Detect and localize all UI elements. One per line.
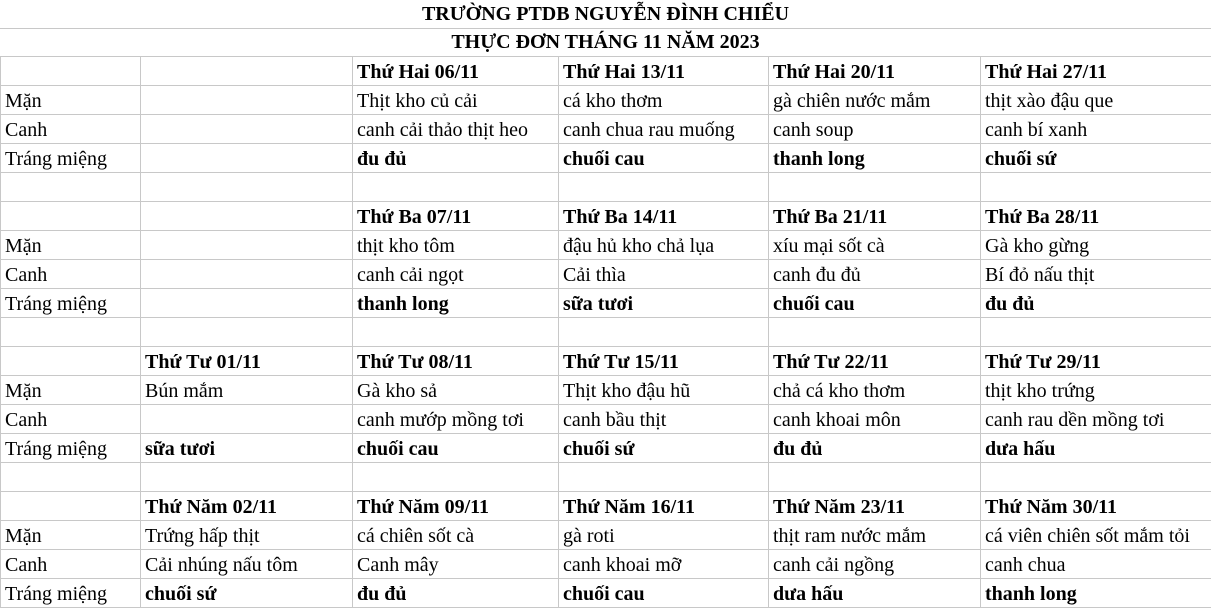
dish-cell[interactable]: canh bầu thịt xyxy=(559,405,769,434)
dish-cell[interactable]: chuối sứ xyxy=(141,579,353,608)
empty-cell[interactable] xyxy=(141,173,353,202)
dish-cell[interactable]: Cải nhúng nấu tôm xyxy=(141,550,353,579)
empty-cell[interactable] xyxy=(141,318,353,347)
empty-cell[interactable] xyxy=(1,318,141,347)
empty-cell[interactable] xyxy=(981,173,1211,202)
day-header-cell[interactable]: Thứ Năm 30/11 xyxy=(981,492,1211,521)
dish-cell[interactable]: Trứng hấp thịt xyxy=(141,521,353,550)
dish-cell[interactable]: thanh long xyxy=(353,289,559,318)
empty-cell[interactable] xyxy=(769,463,981,492)
dish-cell[interactable]: Thịt kho đậu hũ xyxy=(559,376,769,405)
dish-cell[interactable]: canh mướp mồng tơi xyxy=(353,405,559,434)
dish-cell[interactable]: đu đủ xyxy=(353,579,559,608)
day-header-cell[interactable] xyxy=(141,202,353,231)
day-header-cell[interactable]: Thứ Tư 15/11 xyxy=(559,347,769,376)
dish-cell[interactable]: sữa tươi xyxy=(141,434,353,463)
dish-cell[interactable]: chuối cau xyxy=(559,144,769,173)
row-label-cell[interactable]: Tráng miệng xyxy=(1,144,141,173)
trang-mieng-row xyxy=(1,289,1211,318)
dish-cell[interactable]: Thịt kho củ cải xyxy=(353,86,559,115)
day-header-row xyxy=(1,492,1211,521)
man-row xyxy=(1,521,1211,550)
dish-cell[interactable]: thịt kho trứng xyxy=(981,376,1211,405)
school-title: TRƯỜNG PTDB NGUYỄN ĐÌNH CHIỂU xyxy=(421,3,790,25)
trang-mieng-row xyxy=(1,144,1211,173)
day-header-cell[interactable]: Thứ Năm 02/11 xyxy=(141,492,353,521)
empty-cell[interactable] xyxy=(1,463,141,492)
trang-mieng-row xyxy=(1,579,1211,608)
dish-cell[interactable] xyxy=(141,289,353,318)
day-header-cell[interactable]: Thứ Ba 21/11 xyxy=(769,202,981,231)
dish-cell[interactable]: xíu mại sốt cà xyxy=(769,231,981,260)
empty-cell[interactable] xyxy=(353,463,559,492)
dish-cell[interactable]: đậu hủ kho chả lụa xyxy=(559,231,769,260)
dish-cell[interactable]: canh đu đủ xyxy=(769,260,981,289)
day-header-cell[interactable]: Thứ Hai 20/11 xyxy=(769,57,981,86)
empty-cell[interactable] xyxy=(559,173,769,202)
day-header-row xyxy=(1,202,1211,231)
dish-cell[interactable]: đu đủ xyxy=(353,144,559,173)
day-header-cell[interactable]: Thứ Tư 01/11 xyxy=(141,347,353,376)
dish-cell[interactable]: dưa hấu xyxy=(981,434,1211,463)
man-row xyxy=(1,231,1211,260)
day-header-cell[interactable]: Thứ Năm 09/11 xyxy=(353,492,559,521)
dish-cell[interactable]: canh bí xanh xyxy=(981,115,1211,144)
canh-row xyxy=(1,260,1211,289)
dish-cell[interactable]: canh khoai mỡ xyxy=(559,550,769,579)
dish-cell[interactable]: canh soup xyxy=(769,115,981,144)
row-label-cell[interactable]: Mặn xyxy=(1,521,141,550)
dish-cell[interactable]: Gà kho sả xyxy=(353,376,559,405)
dish-cell[interactable]: gà roti xyxy=(559,521,769,550)
dish-cell[interactable]: Bún mắm xyxy=(141,376,353,405)
dish-cell[interactable]: canh cải ngọt xyxy=(353,260,559,289)
day-header-row xyxy=(1,347,1211,376)
day-header-cell[interactable]: Thứ Tư 22/11 xyxy=(769,347,981,376)
dish-cell[interactable]: đu đủ xyxy=(769,434,981,463)
row-label-cell[interactable]: Mặn xyxy=(1,86,141,115)
row-label-cell[interactable]: Mặn xyxy=(1,231,141,260)
day-header-cell[interactable]: Thứ Ba 28/11 xyxy=(981,202,1211,231)
dish-cell[interactable]: thịt xào đậu que xyxy=(981,86,1211,115)
dish-cell[interactable]: chuối cau xyxy=(353,434,559,463)
row-label-cell[interactable]: Mặn xyxy=(1,376,141,405)
canh-row xyxy=(1,550,1211,579)
dish-cell[interactable] xyxy=(141,115,353,144)
dish-cell[interactable]: chuối cau xyxy=(769,289,981,318)
trang-mieng-row xyxy=(1,434,1211,463)
dish-cell[interactable]: Gà kho gừng xyxy=(981,231,1211,260)
day-header-cell[interactable]: Thứ Tư 08/11 xyxy=(353,347,559,376)
row-label-cell[interactable]: Canh xyxy=(1,550,141,579)
row-label-cell[interactable]: Canh xyxy=(1,115,141,144)
dish-cell[interactable]: chả cá kho thơm xyxy=(769,376,981,405)
day-header-cell[interactable]: Thứ Ba 14/11 xyxy=(559,202,769,231)
dish-cell[interactable] xyxy=(141,144,353,173)
dish-cell[interactable]: canh cải ngồng xyxy=(769,550,981,579)
day-header-cell[interactable]: Thứ Năm 16/11 xyxy=(559,492,769,521)
row-label-cell[interactable]: Tráng miệng xyxy=(1,579,141,608)
dish-cell[interactable]: canh cải thảo thịt heo xyxy=(353,115,559,144)
spacer-row xyxy=(1,173,1211,202)
dish-cell[interactable] xyxy=(141,231,353,260)
dish-cell[interactable]: thanh long xyxy=(769,144,981,173)
empty-cell[interactable] xyxy=(353,318,559,347)
dish-cell[interactable]: chuối sứ xyxy=(981,144,1211,173)
spacer-row xyxy=(1,463,1211,492)
empty-cell[interactable] xyxy=(769,318,981,347)
dish-cell[interactable]: canh chua rau muống xyxy=(559,115,769,144)
dish-cell[interactable]: thịt kho tôm xyxy=(353,231,559,260)
menu-table xyxy=(0,56,1211,608)
day-header-row xyxy=(1,57,1211,86)
menu-title: THỰC ĐƠN THÁNG 11 NĂM 2023 xyxy=(451,31,760,53)
man-row xyxy=(1,86,1211,115)
dish-cell[interactable]: Cải thìa xyxy=(559,260,769,289)
empty-cell[interactable] xyxy=(1,173,141,202)
dish-cell[interactable]: Canh mây xyxy=(353,550,559,579)
dish-cell[interactable]: chuối cau xyxy=(559,579,769,608)
canh-row xyxy=(1,115,1211,144)
dish-cell[interactable]: cá kho thơm xyxy=(559,86,769,115)
empty-cell[interactable] xyxy=(981,463,1211,492)
empty-cell[interactable] xyxy=(1,347,141,376)
dish-cell[interactable]: dưa hấu xyxy=(769,579,981,608)
row-label-cell[interactable]: Tráng miệng xyxy=(1,289,141,318)
empty-cell[interactable] xyxy=(141,463,353,492)
empty-cell[interactable] xyxy=(559,463,769,492)
empty-cell[interactable] xyxy=(1,202,141,231)
dish-cell[interactable] xyxy=(141,86,353,115)
empty-cell[interactable] xyxy=(769,173,981,202)
dish-cell[interactable]: cá viên chiên sốt mắm tỏi xyxy=(981,521,1211,550)
dish-cell[interactable]: canh rau dền mồng tơi xyxy=(981,405,1211,434)
row-label-cell[interactable]: Canh xyxy=(1,260,141,289)
dish-cell[interactable]: chuối sứ xyxy=(559,434,769,463)
day-header-cell[interactable]: Thứ Năm 23/11 xyxy=(769,492,981,521)
dish-cell[interactable]: canh khoai môn xyxy=(769,405,981,434)
day-header-cell[interactable]: Thứ Ba 07/11 xyxy=(353,202,559,231)
day-header-cell[interactable]: Thứ Hai 13/11 xyxy=(559,57,769,86)
empty-cell[interactable] xyxy=(1,57,141,86)
dish-cell[interactable]: Bí đỏ nấu thịt xyxy=(981,260,1211,289)
empty-cell[interactable] xyxy=(981,318,1211,347)
day-header-cell[interactable]: Thứ Tư 29/11 xyxy=(981,347,1211,376)
dish-cell[interactable]: canh chua xyxy=(981,550,1211,579)
row-label-cell[interactable]: Canh xyxy=(1,405,141,434)
dish-cell[interactable] xyxy=(141,405,353,434)
dish-cell[interactable]: thịt ram nước mắm xyxy=(769,521,981,550)
dish-cell[interactable]: đu đủ xyxy=(981,289,1211,318)
day-header-cell[interactable] xyxy=(141,57,353,86)
man-row xyxy=(1,376,1211,405)
empty-cell[interactable] xyxy=(559,318,769,347)
empty-cell[interactable] xyxy=(353,173,559,202)
day-header-cell[interactable]: Thứ Hai 06/11 xyxy=(353,57,559,86)
row-label-cell[interactable]: Tráng miệng xyxy=(1,434,141,463)
empty-cell[interactable] xyxy=(1,492,141,521)
dish-cell[interactable]: thanh long xyxy=(981,579,1211,608)
dish-cell[interactable] xyxy=(141,260,353,289)
dish-cell[interactable]: sữa tươi xyxy=(559,289,769,318)
canh-row xyxy=(1,405,1211,434)
dish-cell[interactable]: gà chiên nước mắm xyxy=(769,86,981,115)
day-header-cell[interactable]: Thứ Hai 27/11 xyxy=(981,57,1211,86)
spacer-row xyxy=(1,318,1211,347)
dish-cell[interactable]: cá chiên sốt cà xyxy=(353,521,559,550)
